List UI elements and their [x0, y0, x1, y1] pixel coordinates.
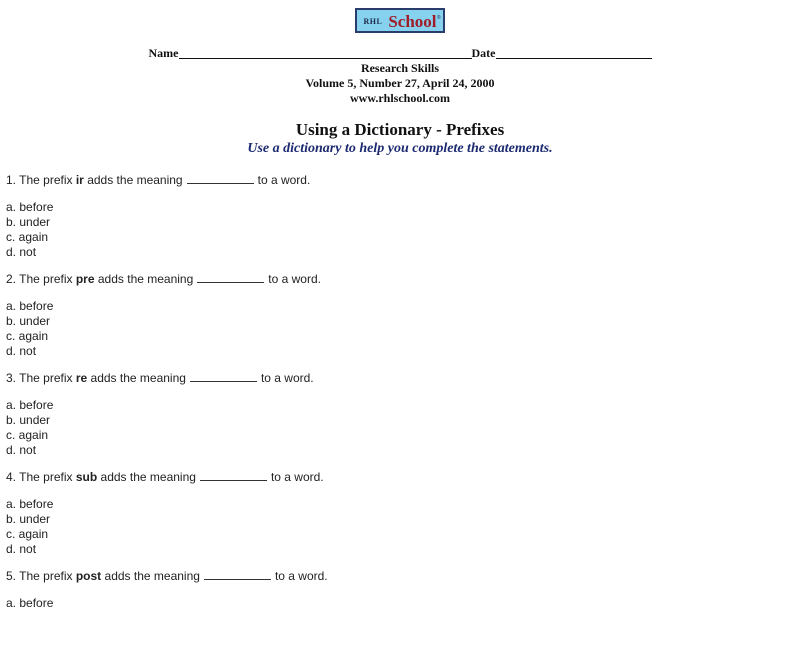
stem-before: The prefix [19, 371, 73, 385]
logo-small-text: RHL [363, 16, 383, 26]
prefix-word: post [75, 569, 102, 583]
option-list [6, 497, 786, 557]
stem-after: to a word. [260, 371, 314, 385]
stem-before: The prefix [19, 470, 73, 484]
question-number: 2. [6, 272, 17, 286]
option-d: d. not [6, 245, 37, 259]
option-a: a. before [6, 200, 54, 214]
stem-before: The prefix [19, 272, 73, 286]
option-a: a. before [6, 398, 54, 412]
stem-middle: adds the meaning [104, 569, 200, 583]
issue-line: Volume 5, Number 27, April 24, 2000 [305, 76, 495, 90]
date-label: Date [471, 46, 496, 60]
prefix-word: re [75, 371, 88, 385]
option-a: a. before [6, 596, 54, 610]
option-d: d. not [6, 542, 37, 556]
stem-middle: adds the meaning [97, 272, 194, 286]
option-d: d. not [6, 344, 37, 358]
date-blank-line [496, 46, 652, 59]
logo-container [0, 8, 800, 33]
question-1 [6, 172, 786, 271]
prefix-word: ir [75, 173, 84, 187]
name-blank-line [179, 46, 472, 59]
option-b: b. under [6, 512, 51, 526]
name-date-line [0, 46, 800, 61]
stem-after: to a word. [274, 569, 328, 583]
title-block [0, 120, 800, 157]
question-list [6, 172, 786, 667]
option-b: b. under [6, 215, 51, 229]
page-title: Using a Dictionary - Prefixes [295, 120, 505, 139]
answer-blank [204, 568, 271, 580]
prefix-word: pre [75, 272, 95, 286]
instructions: Use a dictionary to help you complete the statements. [247, 141, 553, 156]
option-b: b. under [6, 413, 51, 427]
name-label: Name [148, 46, 179, 60]
stem-before: The prefix [19, 569, 73, 583]
question-4 [6, 469, 786, 568]
answer-blank [197, 271, 264, 283]
option-b: b. under [6, 314, 51, 328]
option-c: c. again [6, 428, 49, 442]
subject-line: Research Skills [360, 61, 440, 75]
question-3 [6, 370, 786, 469]
question-stem [6, 568, 786, 583]
question-number: 4. [6, 470, 17, 484]
option-list [6, 200, 786, 260]
question-stem [6, 370, 786, 385]
stem-after: to a word. [268, 272, 321, 286]
option-list [6, 398, 786, 458]
option-d: d. not [6, 443, 37, 457]
answer-blank [200, 469, 267, 481]
question-stem [6, 172, 786, 187]
prefix-word: sub [75, 470, 98, 484]
question-5 [6, 568, 786, 667]
logo-main-text: School [388, 11, 437, 31]
option-list [6, 299, 786, 359]
question-stem [6, 469, 786, 484]
rhl-school-logo [355, 8, 444, 33]
answer-blank [190, 370, 257, 382]
stem-middle: adds the meaning [100, 470, 196, 484]
worksheet-header [0, 46, 800, 106]
option-list [6, 596, 786, 611]
question-2 [6, 271, 786, 370]
question-number: 3. [6, 371, 17, 385]
stem-after: to a word. [270, 470, 324, 484]
stem-middle: adds the meaning [90, 371, 186, 385]
stem-after: to a word. [257, 173, 311, 187]
option-c: c. again [6, 527, 49, 541]
trademark-icon: ® [436, 15, 441, 21]
website-line: www.rhlschool.com [350, 91, 450, 105]
stem-before: The prefix [19, 173, 73, 187]
stem-middle: adds the meaning [87, 173, 183, 187]
question-stem [6, 271, 786, 286]
option-c: c. again [6, 230, 49, 244]
option-a: a. before [6, 497, 54, 511]
answer-blank [187, 172, 254, 184]
question-number: 1. [6, 173, 17, 187]
option-a: a. before [6, 299, 54, 313]
option-c: c. again [6, 329, 49, 343]
question-number: 5. [6, 569, 17, 583]
